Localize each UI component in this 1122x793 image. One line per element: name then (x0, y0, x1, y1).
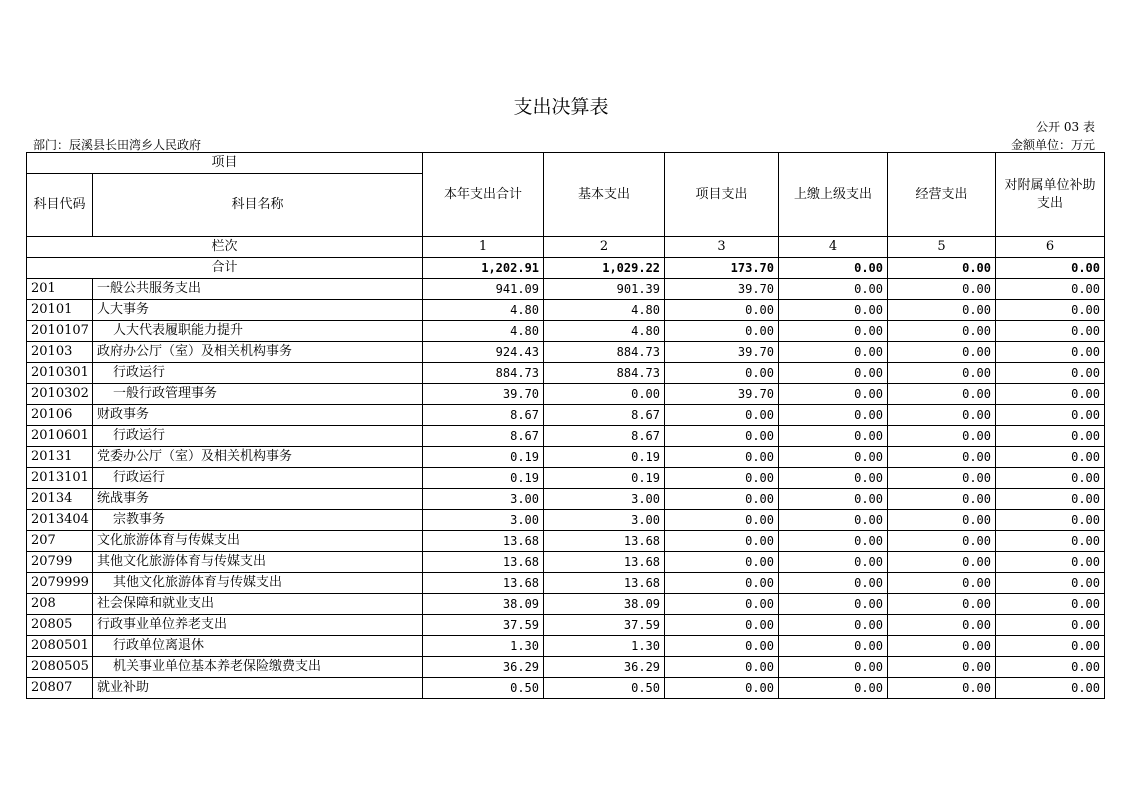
row-value: 0.00 (665, 447, 779, 468)
row-code: 2080505 (27, 657, 93, 678)
total-value: 1,202.91 (423, 258, 544, 279)
row-value: 0.00 (996, 321, 1105, 342)
row-value: 3.00 (423, 510, 544, 531)
row-value: 0.00 (779, 636, 888, 657)
header-col1: 本年支出合计 (423, 153, 544, 237)
header-item: 项目 (27, 153, 423, 174)
row-value: 0.00 (665, 636, 779, 657)
row-name: 机关事业单位基本养老保险缴费支出 (93, 657, 423, 678)
row-value: 0.00 (665, 552, 779, 573)
total-value: 173.70 (665, 258, 779, 279)
row-name: 其他文化旅游体育与传媒支出 (93, 573, 423, 594)
row-value: 884.73 (544, 342, 665, 363)
row-value: 0.00 (779, 321, 888, 342)
row-value: 0.00 (888, 405, 996, 426)
total-value: 0.00 (779, 258, 888, 279)
row-value: 0.00 (996, 615, 1105, 636)
column-index-2: 2 (544, 237, 665, 258)
row-value: 0.00 (888, 531, 996, 552)
row-value: 13.68 (423, 552, 544, 573)
row-value: 0.00 (996, 636, 1105, 657)
row-value: 0.00 (996, 342, 1105, 363)
row-code: 20106 (27, 405, 93, 426)
row-code: 207 (27, 531, 93, 552)
row-value: 0.00 (888, 447, 996, 468)
total-row (27, 258, 1105, 279)
row-value: 0.00 (665, 615, 779, 636)
table-row (27, 594, 1105, 615)
column-index-1: 1 (423, 237, 544, 258)
row-value: 0.00 (779, 552, 888, 573)
row-value: 36.29 (423, 657, 544, 678)
row-code: 2010301 (27, 363, 93, 384)
row-value: 0.00 (888, 300, 996, 321)
header-name: 科目名称 (93, 174, 423, 237)
row-value: 0.00 (888, 321, 996, 342)
row-code: 208 (27, 594, 93, 615)
row-value: 0.00 (779, 342, 888, 363)
row-value: 0.00 (779, 678, 888, 699)
row-code: 20805 (27, 615, 93, 636)
row-value: 0.00 (888, 279, 996, 300)
row-code: 20134 (27, 489, 93, 510)
row-value: 0.00 (996, 510, 1105, 531)
row-code: 2013101 (27, 468, 93, 489)
row-value: 0.00 (779, 405, 888, 426)
row-name: 一般公共服务支出 (93, 279, 423, 300)
row-value: 1.30 (423, 636, 544, 657)
row-value: 0.00 (665, 363, 779, 384)
column-index-label: 栏次 (27, 237, 423, 258)
row-value: 4.80 (544, 321, 665, 342)
header-col3: 项目支出 (665, 153, 779, 237)
row-name: 文化旅游体育与传媒支出 (93, 531, 423, 552)
row-value: 8.67 (423, 405, 544, 426)
table-row (27, 510, 1105, 531)
row-value: 0.00 (665, 468, 779, 489)
row-value: 0.00 (779, 363, 888, 384)
row-value: 0.00 (779, 300, 888, 321)
row-value: 0.00 (996, 447, 1105, 468)
row-name: 行政运行 (93, 468, 423, 489)
row-value: 0.00 (888, 615, 996, 636)
row-value: 0.00 (888, 510, 996, 531)
row-value: 0.00 (779, 573, 888, 594)
row-value: 0.00 (665, 657, 779, 678)
row-value: 13.68 (423, 531, 544, 552)
column-index-3: 3 (665, 237, 779, 258)
row-value: 0.00 (779, 468, 888, 489)
row-value: 0.00 (665, 426, 779, 447)
row-value: 0.00 (996, 573, 1105, 594)
row-name: 社会保障和就业支出 (93, 594, 423, 615)
row-value: 0.00 (996, 300, 1105, 321)
row-value: 0.00 (779, 594, 888, 615)
expenditure-table (26, 152, 1105, 699)
row-value: 0.00 (888, 468, 996, 489)
row-value: 0.00 (665, 510, 779, 531)
row-code: 20807 (27, 678, 93, 699)
row-value: 0.00 (665, 321, 779, 342)
row-value: 38.09 (423, 594, 544, 615)
row-value: 8.67 (544, 405, 665, 426)
row-value: 38.09 (544, 594, 665, 615)
row-value: 924.43 (423, 342, 544, 363)
row-value: 0.00 (888, 678, 996, 699)
row-value: 0.00 (888, 342, 996, 363)
row-value: 0.00 (779, 447, 888, 468)
row-value: 8.67 (423, 426, 544, 447)
table-row (27, 447, 1105, 468)
row-value: 39.70 (423, 384, 544, 405)
row-value: 0.00 (888, 384, 996, 405)
row-value: 0.00 (996, 405, 1105, 426)
table-number: 公开 03 表 (1036, 120, 1095, 134)
row-value: 0.00 (665, 300, 779, 321)
row-value: 0.00 (888, 426, 996, 447)
row-code: 2079999 (27, 573, 93, 594)
table-row (27, 342, 1105, 363)
row-code: 2010302 (27, 384, 93, 405)
total-value: 0.00 (888, 258, 996, 279)
row-value: 0.00 (888, 594, 996, 615)
row-value: 901.39 (544, 279, 665, 300)
row-name: 宗教事务 (93, 510, 423, 531)
row-value: 0.00 (888, 552, 996, 573)
row-value: 39.70 (665, 279, 779, 300)
header-col5: 经营支出 (888, 153, 996, 237)
column-index-4: 4 (779, 237, 888, 258)
row-name: 人大事务 (93, 300, 423, 321)
table-row (27, 363, 1105, 384)
row-value: 0.00 (996, 531, 1105, 552)
row-value: 0.00 (996, 468, 1105, 489)
row-value: 13.68 (544, 531, 665, 552)
row-name: 财政事务 (93, 405, 423, 426)
page-title: 支出决算表 (513, 96, 609, 118)
row-value: 0.19 (544, 447, 665, 468)
row-value: 0.00 (996, 489, 1105, 510)
row-value: 0.00 (996, 384, 1105, 405)
row-value: 4.80 (423, 321, 544, 342)
row-value: 0.00 (665, 489, 779, 510)
row-value: 0.19 (544, 468, 665, 489)
row-value: 0.50 (544, 678, 665, 699)
row-value: 0.00 (779, 531, 888, 552)
header-col4: 上缴上级支出 (779, 153, 888, 237)
row-value: 0.00 (665, 594, 779, 615)
column-index-6: 6 (996, 237, 1105, 258)
row-value: 0.00 (888, 363, 996, 384)
row-name: 就业补助 (93, 678, 423, 699)
row-value: 0.00 (779, 615, 888, 636)
row-value: 0.50 (423, 678, 544, 699)
table-row (27, 678, 1105, 699)
header-code: 科目代码 (27, 174, 93, 237)
row-value: 0.00 (779, 279, 888, 300)
row-value: 884.73 (544, 363, 665, 384)
row-value: 37.59 (423, 615, 544, 636)
row-value: 0.00 (888, 657, 996, 678)
row-value: 39.70 (665, 342, 779, 363)
row-name: 党委办公厅（室）及相关机构事务 (93, 447, 423, 468)
row-name: 其他文化旅游体育与传媒支出 (93, 552, 423, 573)
row-name: 行政事业单位养老支出 (93, 615, 423, 636)
table-row (27, 636, 1105, 657)
row-name: 人大代表履职能力提升 (93, 321, 423, 342)
row-value: 0.19 (423, 447, 544, 468)
row-value: 0.00 (544, 384, 665, 405)
row-value: 3.00 (544, 489, 665, 510)
row-value: 4.80 (423, 300, 544, 321)
row-code: 20101 (27, 300, 93, 321)
row-value: 0.00 (888, 636, 996, 657)
row-name: 统战事务 (93, 489, 423, 510)
row-name: 一般行政管理事务 (93, 384, 423, 405)
row-value: 4.80 (544, 300, 665, 321)
row-name: 行政运行 (93, 363, 423, 384)
row-name: 行政单位离退休 (93, 636, 423, 657)
table-row (27, 552, 1105, 573)
row-value: 0.00 (888, 573, 996, 594)
row-value: 0.00 (665, 573, 779, 594)
row-value: 0.00 (996, 594, 1105, 615)
column-index-5: 5 (888, 237, 996, 258)
row-value: 13.68 (423, 573, 544, 594)
row-name: 政府办公厅（室）及相关机构事务 (93, 342, 423, 363)
row-value: 0.00 (665, 678, 779, 699)
row-value: 0.00 (665, 531, 779, 552)
row-value: 0.00 (779, 657, 888, 678)
row-value: 0.00 (996, 363, 1105, 384)
row-value: 0.00 (779, 384, 888, 405)
row-value: 1.30 (544, 636, 665, 657)
header-col2: 基本支出 (544, 153, 665, 237)
row-value: 0.00 (996, 678, 1105, 699)
table-row (27, 426, 1105, 447)
row-code: 20103 (27, 342, 93, 363)
row-value: 0.00 (779, 426, 888, 447)
table-row (27, 405, 1105, 426)
row-value: 37.59 (544, 615, 665, 636)
row-code: 20131 (27, 447, 93, 468)
unit-label: 金额单位：万元 (1010, 138, 1095, 152)
row-value: 36.29 (544, 657, 665, 678)
row-value: 39.70 (665, 384, 779, 405)
row-value: 0.00 (779, 489, 888, 510)
row-code: 20799 (27, 552, 93, 573)
row-value: 13.68 (544, 573, 665, 594)
row-code: 2080501 (27, 636, 93, 657)
row-value: 13.68 (544, 552, 665, 573)
department-label: 部门：辰溪县长田湾乡人民政府 (33, 138, 202, 152)
table-row (27, 531, 1105, 552)
total-value: 0.00 (996, 258, 1105, 279)
table-row (27, 489, 1105, 510)
row-value: 0.00 (996, 426, 1105, 447)
row-value: 0.00 (996, 657, 1105, 678)
row-value: 941.09 (423, 279, 544, 300)
row-value: 0.00 (888, 489, 996, 510)
row-value: 0.00 (665, 405, 779, 426)
row-value: 0.00 (996, 552, 1105, 573)
row-value: 8.67 (544, 426, 665, 447)
row-code: 2010601 (27, 426, 93, 447)
row-code: 2013404 (27, 510, 93, 531)
column-index-row (27, 237, 1105, 258)
table-row (27, 321, 1105, 342)
row-code: 2010107 (27, 321, 93, 342)
table-row (27, 615, 1105, 636)
table-row (27, 468, 1105, 489)
table-row (27, 657, 1105, 678)
row-code: 201 (27, 279, 93, 300)
row-value: 0.19 (423, 468, 544, 489)
row-name: 行政运行 (93, 426, 423, 447)
table-row (27, 573, 1105, 594)
row-value: 884.73 (423, 363, 544, 384)
total-label: 合计 (27, 258, 423, 279)
row-value: 3.00 (544, 510, 665, 531)
row-value: 0.00 (779, 510, 888, 531)
row-value: 0.00 (996, 279, 1105, 300)
total-value: 1,029.22 (544, 258, 665, 279)
table-row (27, 279, 1105, 300)
table-row (27, 384, 1105, 405)
table-row (27, 300, 1105, 321)
row-value: 3.00 (423, 489, 544, 510)
header-col6: 对附属单位补助支出 (996, 153, 1105, 237)
